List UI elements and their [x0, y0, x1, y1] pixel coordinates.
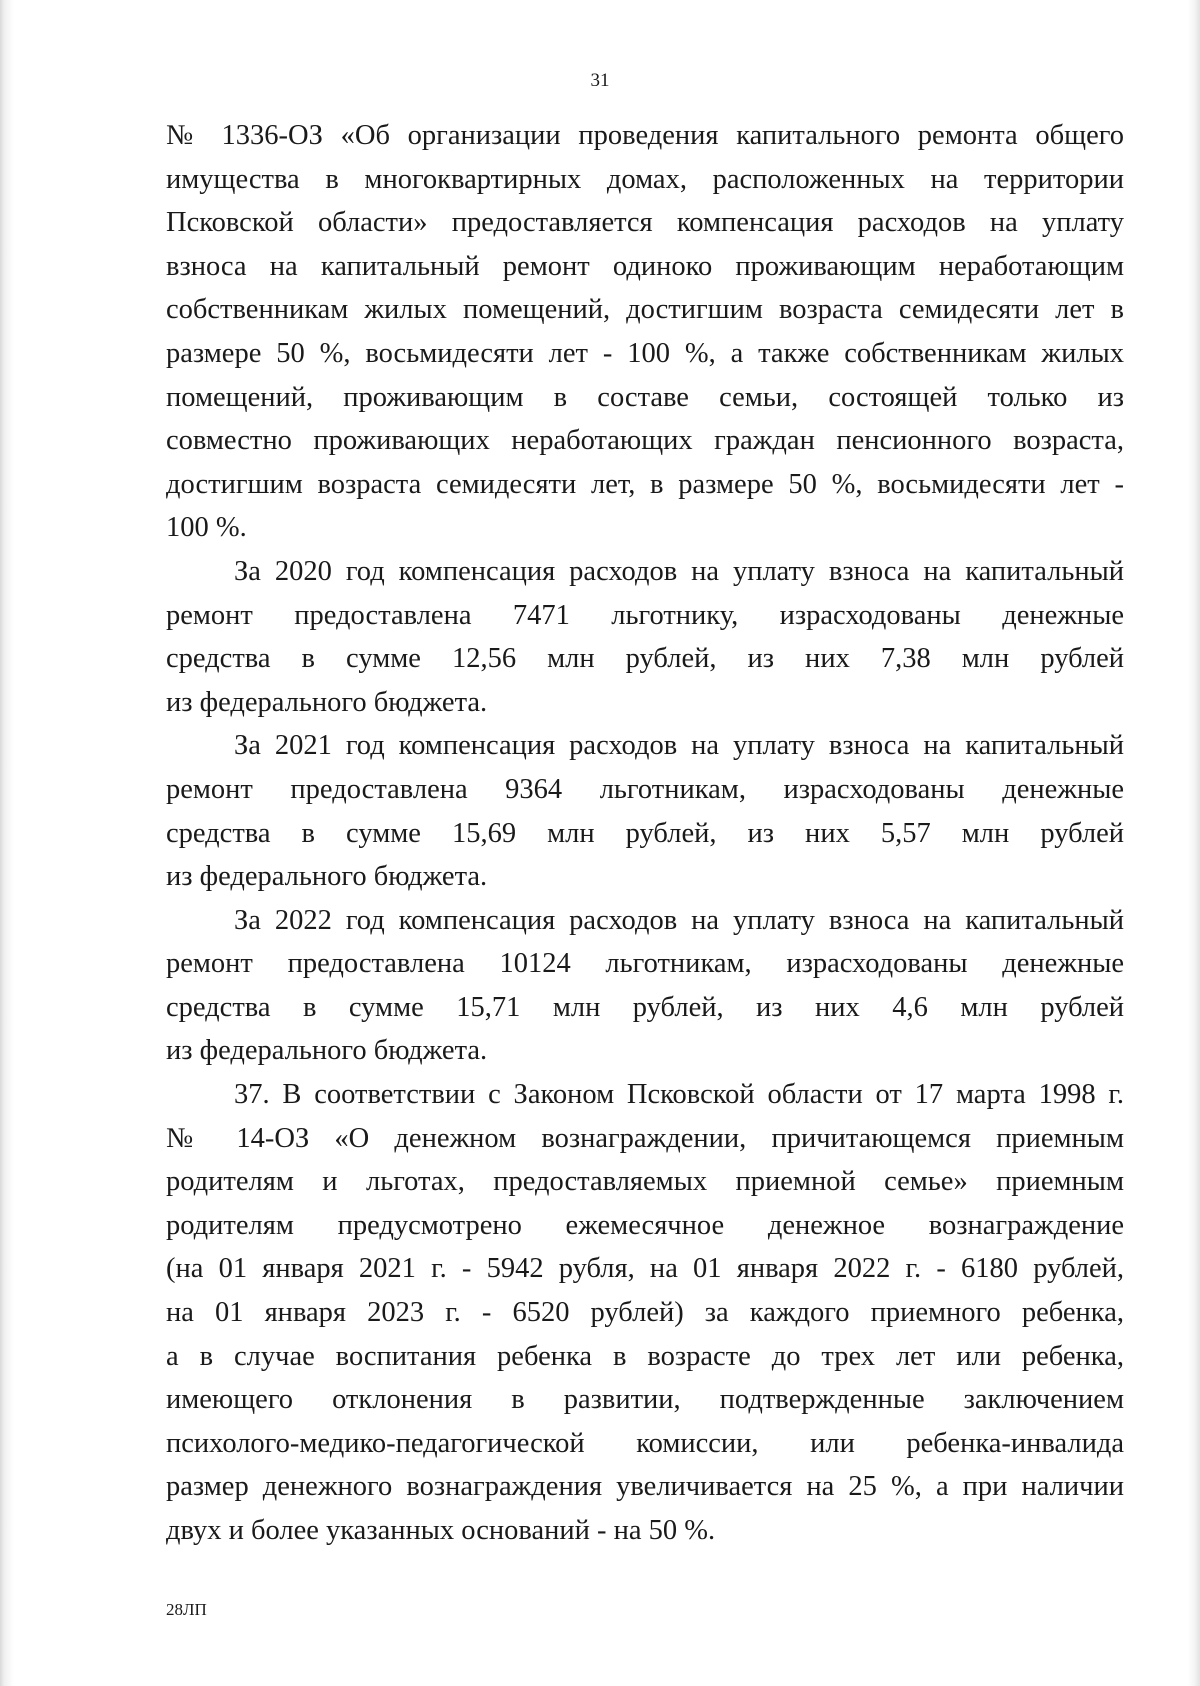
text-line: достигшим возраста семидесяти лет, в размере 50 %, восьмидесяти лет - — [166, 468, 1124, 500]
text-line: из федерального бюджета. — [166, 1035, 488, 1067]
text-line: из федерального бюджета. — [166, 686, 488, 718]
text-line: За 2022 год компенсация расходов на уплату взноса на капитальный — [234, 904, 1124, 936]
document-body — [166, 114, 1124, 1553]
text-line: имущества в многоквартирных домах, расположенных на территории — [166, 163, 1124, 195]
text-line: № 1336-ОЗ «Об организации проведения капитального ремонта общего — [166, 120, 1124, 151]
text-line: ремонт предоставлена 7471 льготнику, израсходованы денежные — [166, 599, 1124, 631]
text-line: из федерального бюджета. — [166, 861, 488, 893]
text-line: За 2021 год компенсация расходов на уплату взноса на капитальный — [234, 730, 1124, 762]
text-line: 37. В соответствии с Законом Псковской области от 17 марта 1998 г. — [234, 1079, 1124, 1111]
footer-code: 28ЛП — [166, 1600, 207, 1619]
text-line: совместно проживающих неработающих граждан пенсионного возраста, — [166, 425, 1124, 457]
text-line: средства в сумме 15,71 млн рублей, из них 4,6 млн рублей — [166, 991, 1124, 1023]
text-line: психолого-медико-педагогической комиссии, или ребенка-инвалида — [166, 1427, 1124, 1459]
page-number: 31 — [590, 70, 610, 91]
text-line: № 14-ОЗ «О денежном вознаграждении, причитающемся приемным — [166, 1122, 1124, 1154]
text-line: ремонт предоставлена 10124 льготникам, израсходованы денежные — [166, 948, 1124, 980]
text-line: на 01 января 2023 г. - 6520 рублей) за каждого приемного ребенка, — [166, 1297, 1124, 1329]
text-line: ремонт предоставлена 9364 льготникам, израсходованы денежные — [166, 773, 1124, 805]
text-line: родителям предусмотрено ежемесячное денежное вознаграждение — [166, 1209, 1124, 1241]
text-line: имеющего отклонения в развитии, подтвержденные заключением — [166, 1384, 1124, 1416]
text-line: средства в сумме 12,56 млн рублей, из них 7,38 млн рублей — [166, 643, 1124, 675]
text-line: За 2020 год компенсация расходов на уплату взноса на капитальный — [234, 555, 1124, 587]
text-line: а в случае воспитания ребенка в возрасте до трех лет или ребенка, — [166, 1340, 1124, 1372]
text-line: взноса на капитальный ремонт одиноко проживающим неработающим — [166, 250, 1124, 282]
scan-edge-right — [1188, 0, 1200, 1686]
text-line: средства в сумме 15,69 млн рублей, из них 5,57 млн рублей — [166, 817, 1124, 849]
text-line: родителям и льготах, предоставляемых приемной семье» приемным — [166, 1166, 1124, 1198]
text-line: помещений, проживающим в составе семьи, состоящей только из — [166, 381, 1124, 413]
text-line: двух и более указанных оснований - на 50 %. — [166, 1515, 716, 1546]
scan-edge-left — [0, 0, 14, 1686]
text-line: 100 %. — [166, 512, 247, 544]
text-line: собственникам жилых помещений, достигшим возраста семидесяти лет в — [166, 294, 1124, 326]
text-line: Псковской области» предоставляется компенсация расходов на уплату — [166, 207, 1124, 239]
text-line: (на 01 января 2021 г. - 5942 рубля, на 01 января 2022 г. - 6180 рублей, — [166, 1253, 1124, 1285]
text-line: размере 50 %, восьмидесяти лет - 100 %, а также собственникам жилых — [166, 337, 1124, 369]
text-line: размер денежного вознаграждения увеличивается на 25 %, а при наличии — [166, 1471, 1124, 1503]
